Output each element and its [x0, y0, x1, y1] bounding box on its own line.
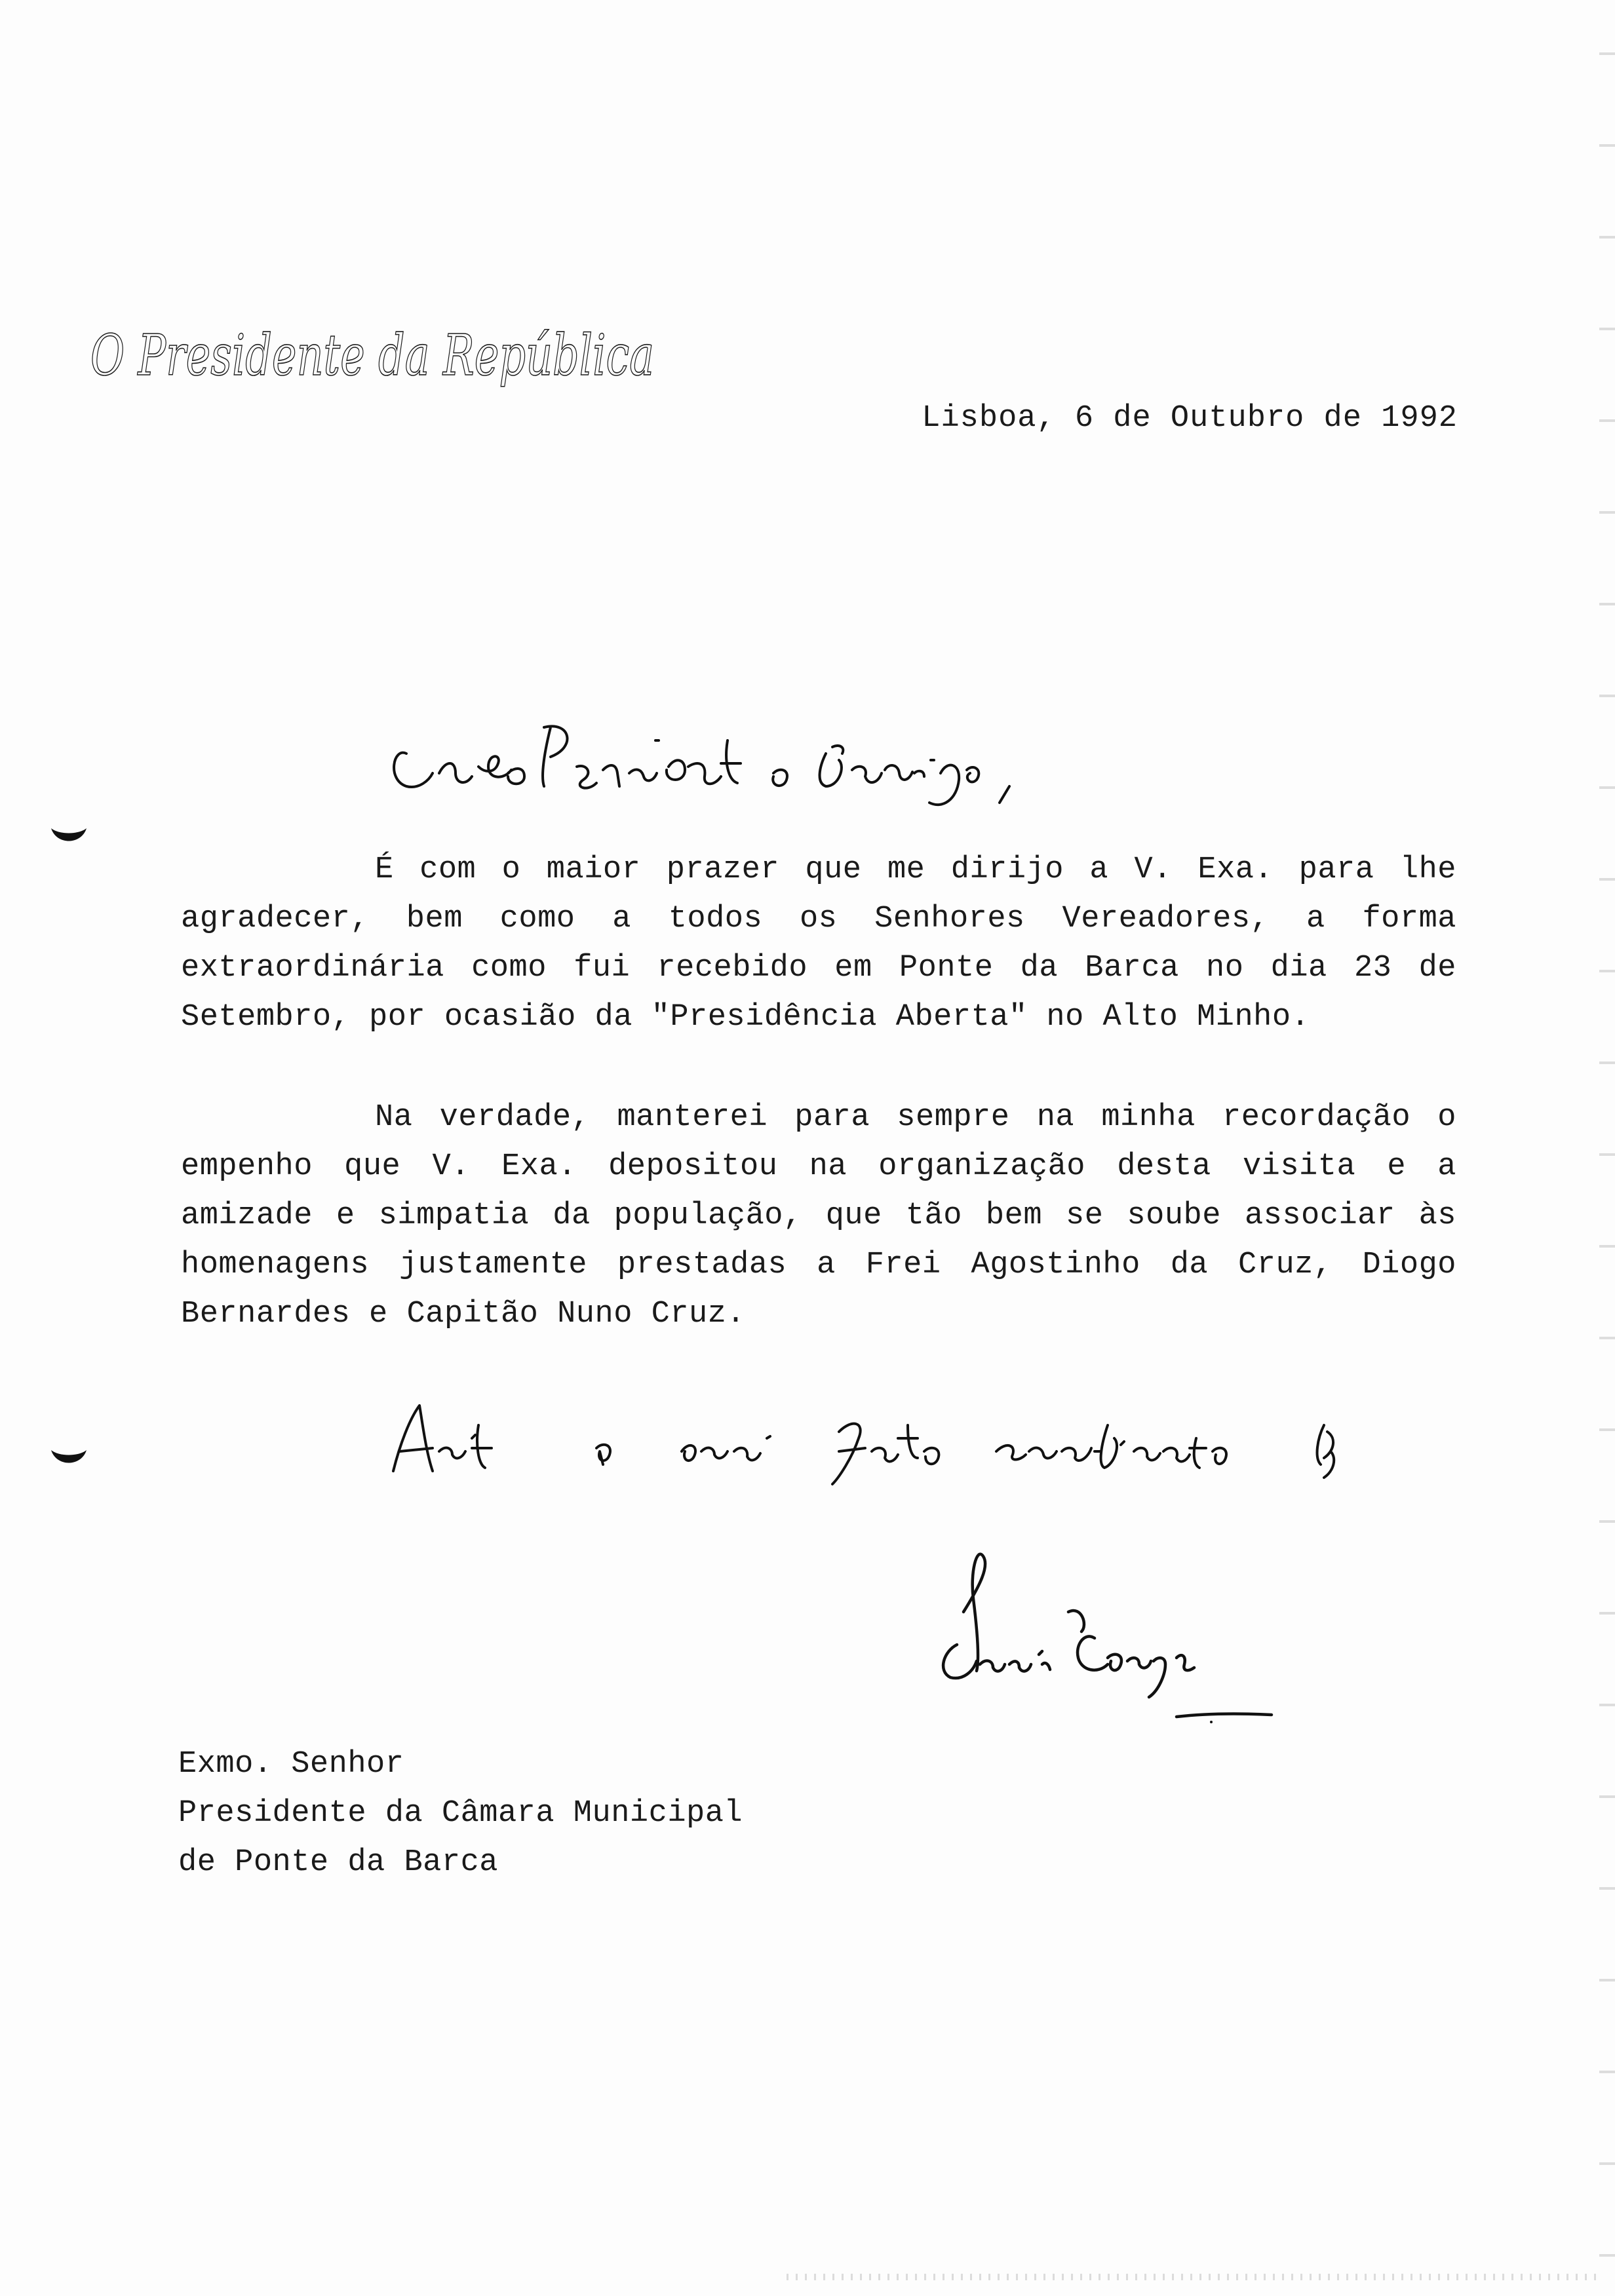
- signature: [918, 1527, 1298, 1723]
- paragraph-1-text: É com o maior prazer que me dirijo a V. Exa. para lhe agradecer, bem como a todos os Senhores Vereadores, a forma extraordinária como fui recebido em Ponte da Barca no dia 23 de Setembro, por ocasião da "Presidência Aberta" no Alto Minho.: [181, 852, 1456, 1035]
- body-paragraph-1: [181, 845, 1456, 1042]
- paragraph-2-text: Na verdade, manterei para sempre na minha recordação o empenho que V. Exa. depositou na organização desta visita e a amizade e simpatia da população, que tão bem se soube associar às homenagens justamente prestadas a Frei Agostinho da Cruz, Diogo Bernardes e Capitão Nuno Cruz.: [181, 1100, 1456, 1331]
- letter-date: Lisboa, 6 de Outubro de 1992: [922, 401, 1458, 436]
- handwritten-closing: [380, 1386, 1403, 1491]
- address-line-3: de Ponte da Barca: [178, 1845, 498, 1880]
- scan-bottom-artifact: [787, 2274, 1599, 2280]
- letterhead: [84, 308, 674, 400]
- address-line-2: Presidente da Câmara Municipal: [178, 1796, 743, 1831]
- punch-hole-mark: [50, 823, 88, 847]
- scan-edge-artifact: [1599, 0, 1615, 2296]
- address-line-1: Exmo. Senhor: [178, 1747, 404, 1782]
- handwritten-salutation: [380, 701, 1049, 813]
- punch-hole-mark: [50, 1445, 88, 1468]
- body-paragraph-2: [181, 1093, 1456, 1339]
- letterhead-script-image: [84, 308, 674, 400]
- svg-text:O Presidente da República: O Presidente da República: [90, 323, 654, 389]
- recipient-address: [178, 1740, 743, 1887]
